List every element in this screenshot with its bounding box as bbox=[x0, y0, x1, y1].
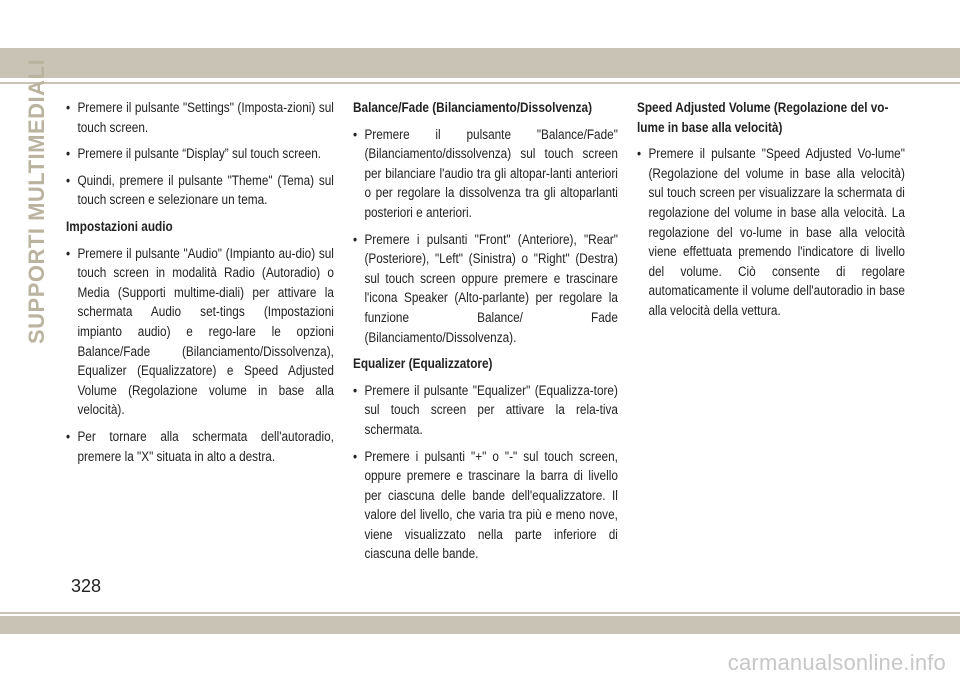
bullet-paragraph: • Per tornare alla schermata dell'autoradio, premere la "X" situata in alto a destra. bbox=[66, 427, 334, 466]
bullet-paragraph: • Premere il pulsante "Speed Adjusted Vo-lume" (Regolazione del volume in base alla velocità) sul touch screen per visualizzare la schermata di regolazione del volume in base alla velocità. La regolazione del vo-lume in base alla velocità viene effettuata premendo l'indicatore di livello del volume. Ciò consente di regolare automaticamente il volume dell'autoradio in base alla velocità della vettura. bbox=[637, 144, 905, 320]
section-heading: Impostazioni audio bbox=[66, 218, 173, 234]
watermark-text[interactable]: carmanualsonline.info bbox=[727, 650, 946, 675]
column-content bbox=[637, 98, 905, 321]
page-number: 328 bbox=[71, 576, 102, 596]
header-rule bbox=[0, 82, 960, 84]
bullet-paragraph: • Quindi, premere il pulsante "Theme" (Tema) sul touch screen e selezionare un tema. bbox=[66, 171, 334, 210]
bullet-paragraph: • Premere i pulsanti "Front" (Anteriore), "Rear" (Posteriore), "Left" (Sinistra) o "Right" (Destra) sul touch screen oppure premere e trascinare l'icona Speaker (Alto-parlante) per regolare la funzione Balance/ Fade (Bilanciamento/Dissolvenza). bbox=[353, 230, 618, 348]
header-band bbox=[0, 48, 960, 78]
section-heading: Balance/Fade (Bilanciamento/Dissolvenza) bbox=[353, 100, 593, 115]
section-heading: Equalizer (Equalizzatore) bbox=[353, 356, 493, 372]
text-column-middle bbox=[353, 98, 618, 571]
text-column-left bbox=[66, 98, 334, 473]
footer-rule bbox=[0, 612, 960, 614]
section-heading: Speed Adjusted Volume (Regolazione del vo-lume in base alla velocità) bbox=[637, 100, 889, 135]
footer-band bbox=[0, 616, 960, 634]
column-content bbox=[66, 98, 334, 466]
section-side-label: SUPPORTI MULTIMEDIALI bbox=[24, 58, 49, 344]
column-content bbox=[353, 98, 618, 564]
text-column-right bbox=[637, 98, 905, 328]
bullet-paragraph: • Premere il pulsante “Display” sul touch screen. bbox=[66, 144, 334, 164]
bullet-paragraph: • Premere il pulsante "Balance/Fade" (Bilanciamento/dissolvenza) sul touch screen per bilanciare l'audio tra gli altopar-lanti anteriori o per regolare la dissolvenza tra gli altoparlanti posteriori e anteriori. bbox=[353, 125, 618, 223]
bullet-paragraph: • Premere il pulsante "Equalizer" (Equalizza-tore) sul touch screen per attivare la rela-tiva schermata. bbox=[353, 381, 618, 440]
bullet-paragraph: • Premere il pulsante "Settings" (Imposta-zioni) sul touch screen. bbox=[66, 98, 334, 137]
bullet-paragraph: • Premere il pulsante "Audio" (Impianto au-dio) sul touch screen in modalità Radio (Autoradio) o Media (Supporti multime-diali) per attivare la schermata Audio set-tings (Impostazioni impianto audio) e rego-lare le opzioni Balance/Fade (Bilanciamento/Dissolvenza), Equalizer (Equalizzatore) e Speed Adjusted Volume (Regolazione volume in base alla velocità). bbox=[66, 244, 334, 420]
bullet-paragraph: • Premere i pulsanti "+" o "-" sul touch screen, oppure premere e trascinare la barra di livello per ciascuna delle bande dell'equalizzatore. Il valore del livello, che varia tra più e meno nove, viene visualizzato nella parte inferiore di ciascuna delle bande. bbox=[353, 447, 618, 565]
